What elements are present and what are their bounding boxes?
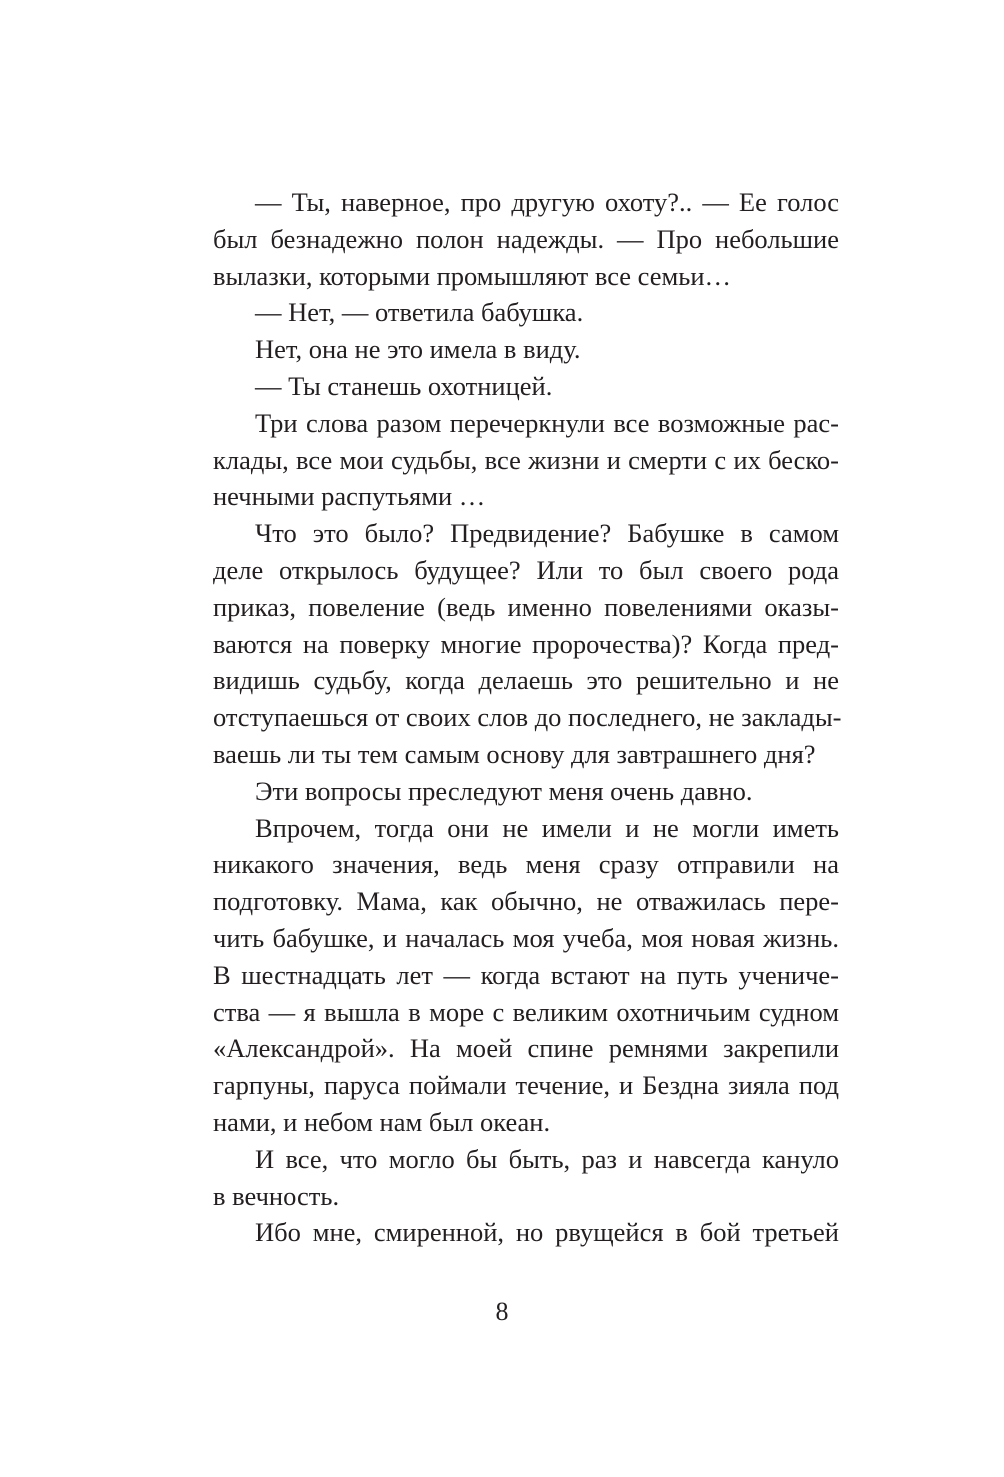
text-line: Ибо мне, смиренной, но рвущейся в бой третьей bbox=[255, 1217, 839, 1248]
text-line: вылазки, которыми промышляют все семьи… bbox=[213, 260, 732, 291]
text-line: видишь судьбу, когда делаешь это решительно и не bbox=[213, 665, 839, 696]
text-line: отступаешься от своих слов до последнего, не заклады- bbox=[213, 702, 842, 733]
text-line: клады, все мои судьбы, все жизни и смерти с их беско- bbox=[213, 444, 839, 475]
page-number: 8 bbox=[495, 1297, 509, 1326]
text-line: Эти вопросы преследуют меня очень давно. bbox=[255, 775, 753, 806]
text-line: ваются на поверку многие пророчества)? Когда пред- bbox=[213, 628, 839, 659]
text-line: чить бабушке, и началась моя учеба, моя новая жизнь. bbox=[213, 922, 839, 953]
text-line: — Ты станешь охотницей. bbox=[255, 370, 553, 401]
text-line: приказ, повеление (ведь именно повелениями оказы- bbox=[213, 591, 839, 622]
text-line: — Нет, — ответила бабушка. bbox=[255, 297, 584, 328]
text-line: «Александрой». На моей спине ремнями закрепили bbox=[213, 1033, 839, 1064]
text-line: деле открылось будущее? Или то был своего рода bbox=[213, 554, 839, 585]
text-line: в вечность. bbox=[213, 1180, 340, 1211]
body-text bbox=[213, 184, 842, 1251]
text-line: нечными распутьями … bbox=[213, 481, 486, 512]
text-line: И все, что могло бы быть, раз и навсегда кануло bbox=[255, 1143, 839, 1174]
text-line: Три слова разом перечеркнули все возможные рас- bbox=[255, 407, 839, 438]
text-line: — Ты, наверное, про другую охоту?.. — Ее голос bbox=[255, 187, 839, 217]
text-line: никакого значения, ведь меня сразу отправили на bbox=[213, 849, 839, 880]
text-line: гарпуны, паруса поймали течение, и Бездна зияла под bbox=[213, 1070, 839, 1101]
text-line: Нет, она не это имела в виду. bbox=[255, 334, 581, 365]
text-line: Что это было? Предвидение? Бабушке в самом bbox=[255, 518, 839, 549]
text-line: подготовку. Мама, как обычно, не отважилась пере- bbox=[213, 886, 839, 917]
text-line: ства — я вышла в море с великим охотничьим судном bbox=[213, 996, 839, 1027]
text-line: ваешь ли ты тем самым основу для завтрашнего дня? bbox=[213, 738, 816, 769]
text-line: был безнадежно полон надежды. — Про небольшие bbox=[213, 223, 839, 254]
text-line: В шестнадцать лет — когда встают на путь учениче- bbox=[213, 959, 839, 990]
text-line: Впрочем, тогда они не имели и не могли иметь bbox=[255, 812, 839, 843]
text-line: нами, и небом нам был океан. bbox=[213, 1106, 551, 1137]
